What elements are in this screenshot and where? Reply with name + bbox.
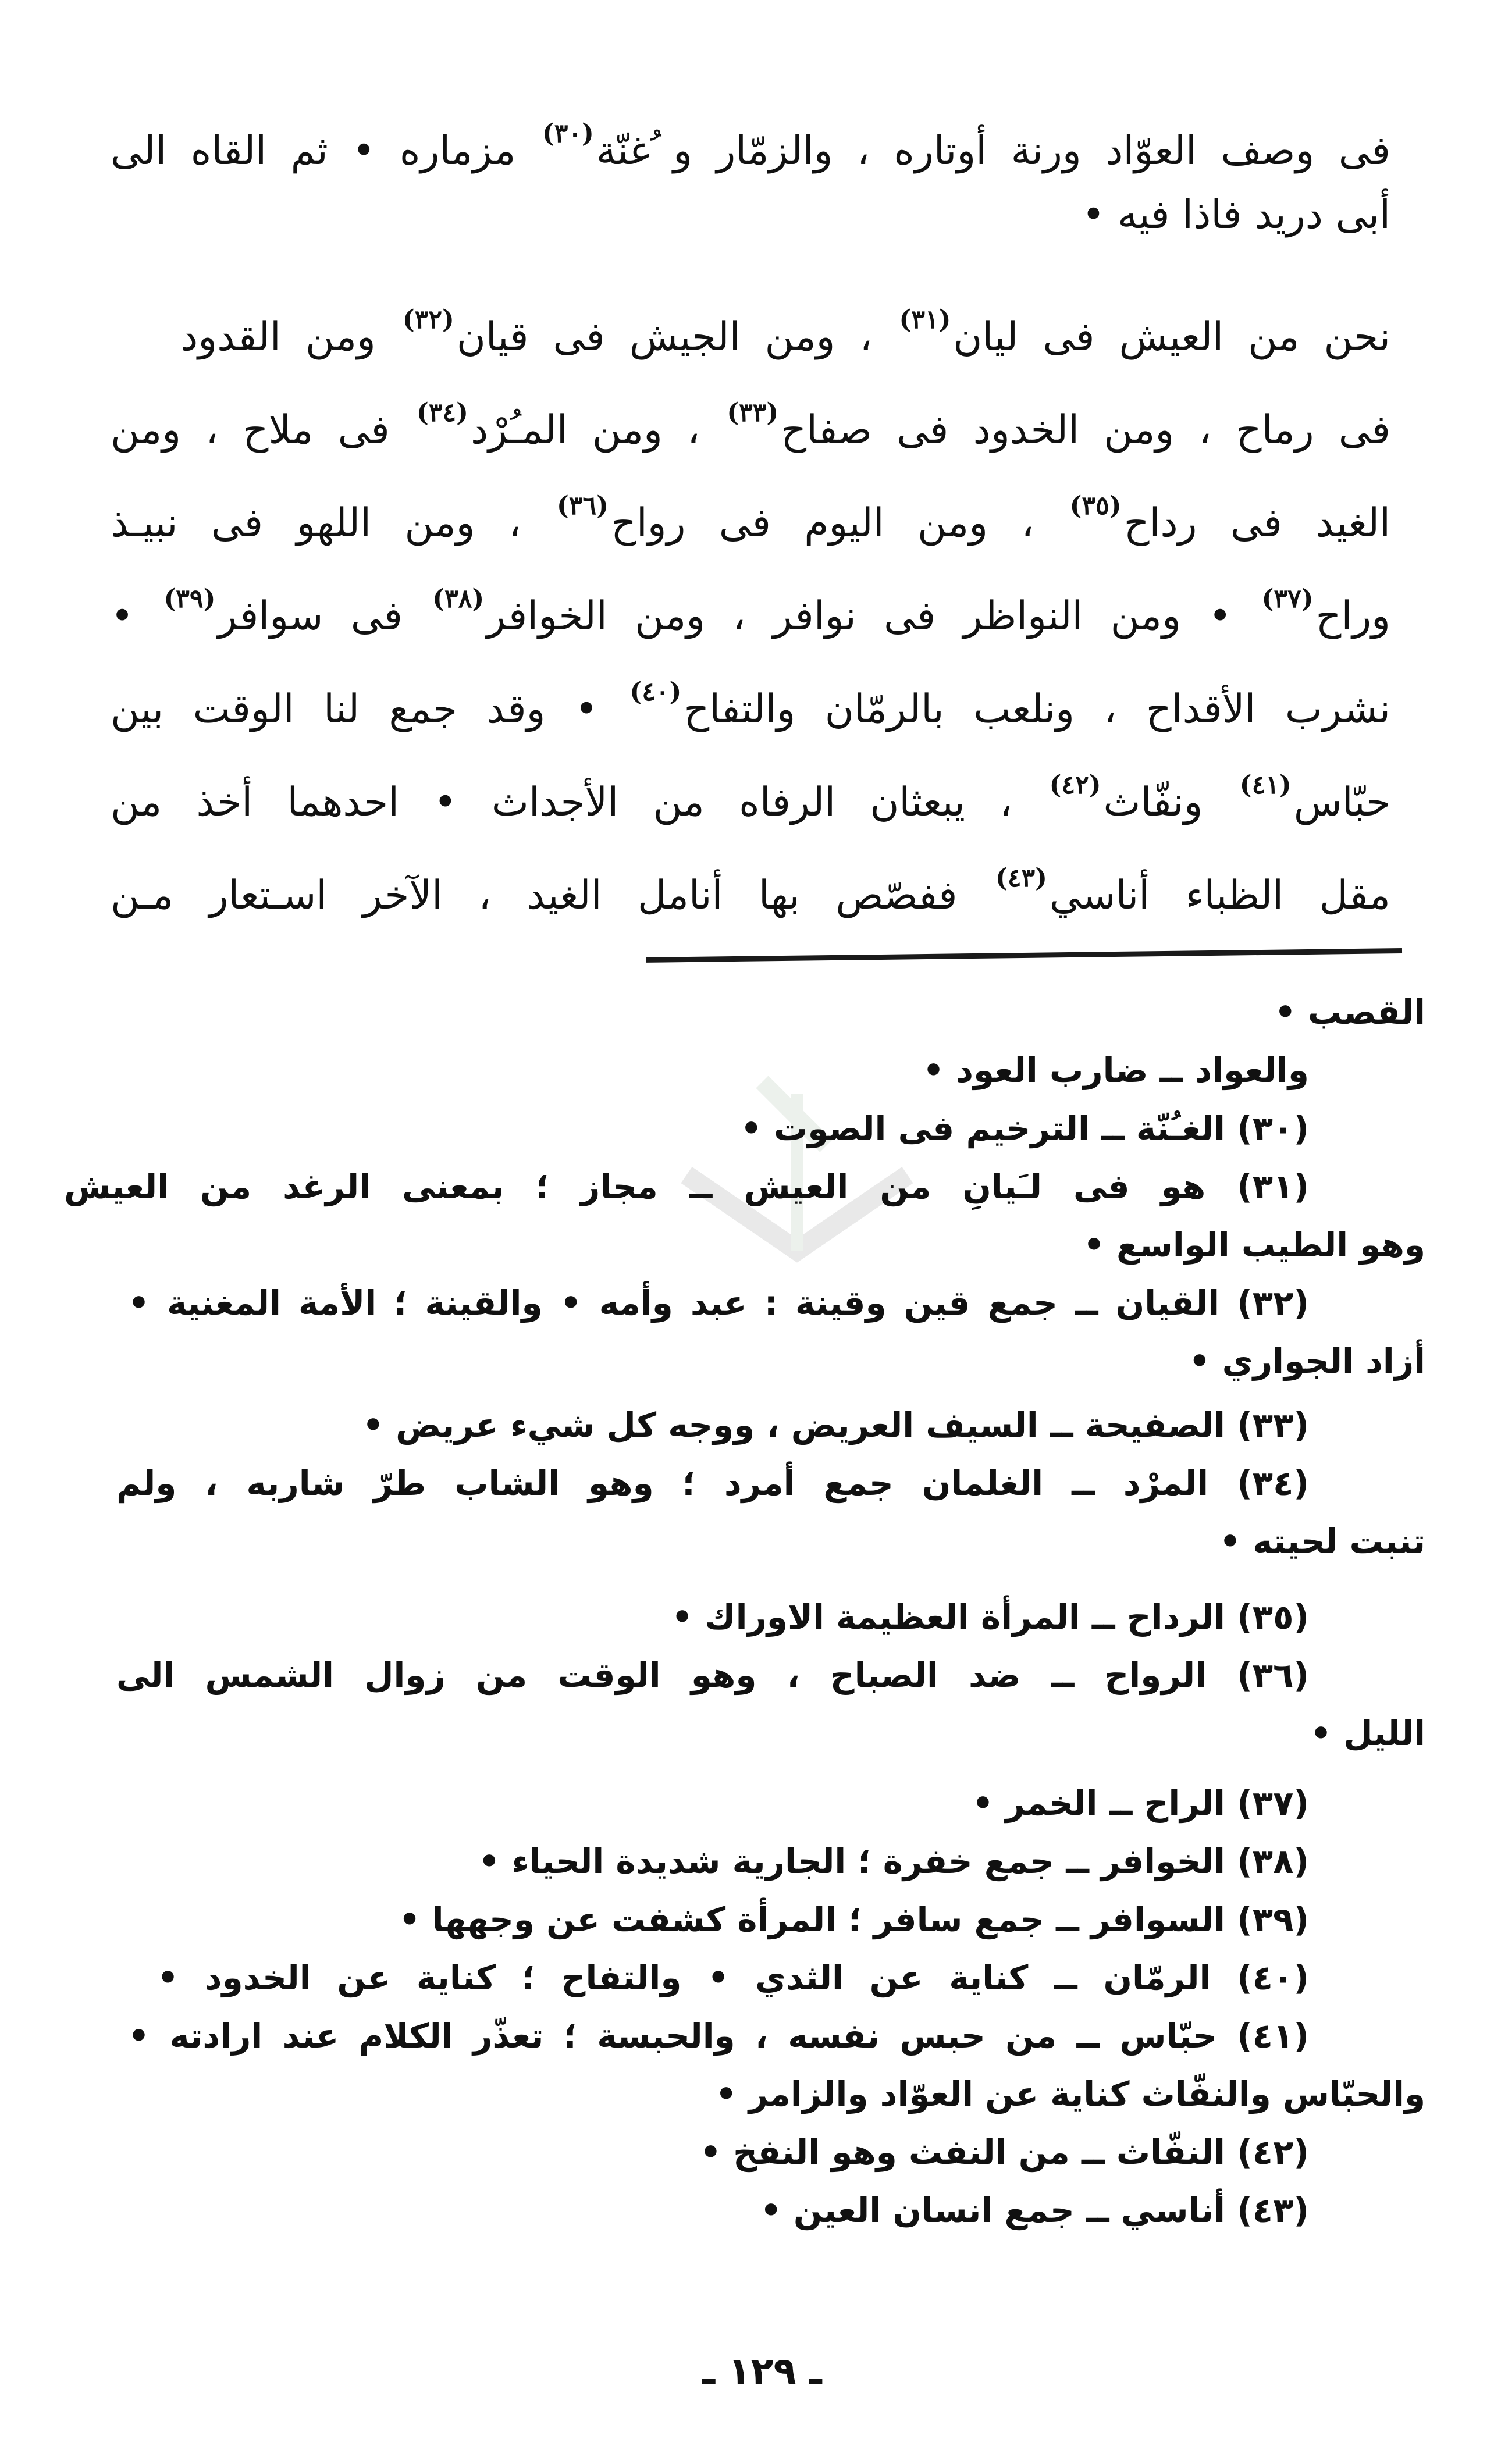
main-line-7	[111, 663, 1390, 756]
line-text: فى وصف العوّاد ورنة أوتاره ، والزمّار و ُغنّة	[596, 128, 1390, 174]
footnote-ref[interactable]: (٣٦)	[557, 491, 609, 521]
line-text: الغيد فى رداح	[1123, 500, 1390, 546]
footnote-item-42: (٤٢) النفّاث ــ من النفث وهو النفخ •	[699, 2132, 1309, 2172]
line-text: نحن من العيش فى ليان	[953, 314, 1390, 360]
footnote-ref[interactable]: (٣٤)	[417, 398, 468, 428]
footnote-ref[interactable]: (٤١)	[1239, 770, 1292, 800]
footnote-item-34: (٣٤) المرْد ــ الغلمان جمع أمرد ؛ وهو الشاب طرّ شاربه ، ولم	[116, 1464, 1309, 1503]
line-text: فى رماح ، ومن الخدود فى صفاح	[781, 407, 1390, 453]
footnote-ref[interactable]: (٣٣)	[727, 398, 779, 428]
footnote-continuation: أزاد الجواري •	[1189, 1341, 1425, 1381]
line-text: ، ومن اليوم فى رواح	[610, 500, 1068, 546]
footnote-continuation: القصب •	[1274, 992, 1425, 1032]
footnote-continuation: وهو الطيب الواسع •	[1083, 1225, 1425, 1265]
footnote-item-31: (٣١) هو فى لـَيانِ من العيش ــ مجاز ؛ بمعنى الرغد من العيش	[64, 1167, 1309, 1206]
page-number: ـ ١٢٩ ـ	[702, 2350, 822, 2393]
line-text: فى سوافر	[218, 593, 431, 639]
line-text: ، ومن المـُرْد	[470, 407, 725, 453]
line-text: ففصّص بها أنامل الغيد ، الآخر اسـتعار مـن	[111, 873, 993, 918]
main-line-2	[111, 169, 1390, 262]
footnote-item-37: (٣٧) الراح ــ الخمر •	[972, 1783, 1309, 1823]
line-text: مزماره • ثم القاه الى	[111, 128, 540, 174]
footnote-item-38: (٣٨) الخوافر ــ جمع خفرة ؛ الجارية شديدة الحياء •	[478, 1842, 1309, 1881]
line-text: أبى دريد فاذا فيه •	[1082, 192, 1390, 238]
line-text: ونفّاث	[1103, 779, 1237, 825]
footnote-ref[interactable]: (٣٥)	[1069, 491, 1122, 521]
footnote-ref[interactable]: (٤٠)	[629, 677, 682, 707]
footnote-item-32: (٣٢) القيان ــ جمع قين وقينة : عبد وأمه • والقينة ؛ الأمة المغنية •	[128, 1283, 1309, 1323]
footnote-item-41: (٤١) حبّاس ــ من حبس نفسه ، والحبسة ؛ تعذّر الكلام عند ارادته •	[128, 2016, 1309, 2056]
line-text: • ومن النواظر فى نوافر ، ومن الخوافر	[486, 593, 1260, 639]
footnote-item-35: (٣٥) الرداح ــ المرأة العظيمة الاوراك •	[671, 1597, 1309, 1637]
main-line-3	[180, 291, 1390, 384]
footnote-separator	[646, 948, 1402, 963]
line-text: نشرب الأقداح ، ونلعب بالرمّان والتفاح	[684, 686, 1390, 732]
footnote-ref[interactable]: (٣١)	[899, 305, 951, 334]
footnote-item-30: (٣٠) الغـُنّة ــ الترخيم فى الصوت •	[740, 1109, 1309, 1148]
footnote-ref[interactable]: (٣٨)	[432, 584, 485, 614]
main-line-9	[111, 849, 1390, 942]
footnote-ref[interactable]: (٣٩)	[163, 584, 216, 614]
footnote-item-43: (٤٣) أناسي ــ جمع انسان العين •	[760, 2191, 1309, 2230]
footnote-continuation: والحبّاس والنفّاث كناية عن العوّاد والزامر •	[715, 2074, 1425, 2114]
footnote-ref[interactable]: (٤٣)	[995, 863, 1047, 893]
footnote-item-36: (٣٦) الرواح ــ ضد الصباح ، وهو الوقت من زوال الشمس الى	[116, 1655, 1309, 1695]
footnote-ref[interactable]: (٣٧)	[1261, 584, 1314, 614]
footnote-continuation: الليل •	[1310, 1714, 1425, 1753]
footnote-item: والعواد ــ ضارب العود •	[923, 1051, 1309, 1090]
footnote-ref[interactable]: (٤٢)	[1049, 770, 1101, 800]
footnote-ref[interactable]: (٣٠)	[542, 119, 594, 148]
line-text: ومن القدود	[180, 314, 400, 360]
line-text: ، يبعثان الرفاه من الأجداث • احدهما أخذ من	[111, 779, 1047, 825]
footnote-item-33: (٣٣) الصفيحة ــ السيف العريض ، ووجه كل شيء عريض •	[362, 1405, 1309, 1445]
line-text: ، ومن الجيش فى قيان	[456, 314, 897, 360]
main-line-6	[111, 570, 1390, 663]
line-text: وراح	[1315, 593, 1391, 639]
footnote-ref[interactable]: (٣٢)	[402, 305, 454, 334]
footnote-item-40: (٤٠) الرمّان ــ كناية عن الثدي • والتفاح ؛ كناية عن الخدود •	[157, 1958, 1309, 1997]
main-line-4	[111, 384, 1390, 477]
line-text: حبّاس	[1293, 779, 1390, 825]
line-text: فى ملاح ، ومن	[111, 407, 415, 453]
line-text: مقل الظباء أناسي	[1049, 873, 1390, 918]
main-line-5	[111, 477, 1390, 570]
footnote-item-39: (٣٩) السوافر ــ جمع سافر ؛ المرأة كشفت عن وجهها •	[399, 1900, 1309, 1939]
main-line-8	[111, 756, 1390, 849]
line-text: • وقد جمع لنا الوقت بين	[111, 686, 628, 732]
line-text: ، ومن اللهو فى نبيـذ	[111, 500, 555, 546]
line-text: •	[111, 593, 162, 639]
footnote-continuation: تنبت لحيته •	[1219, 1522, 1425, 1561]
